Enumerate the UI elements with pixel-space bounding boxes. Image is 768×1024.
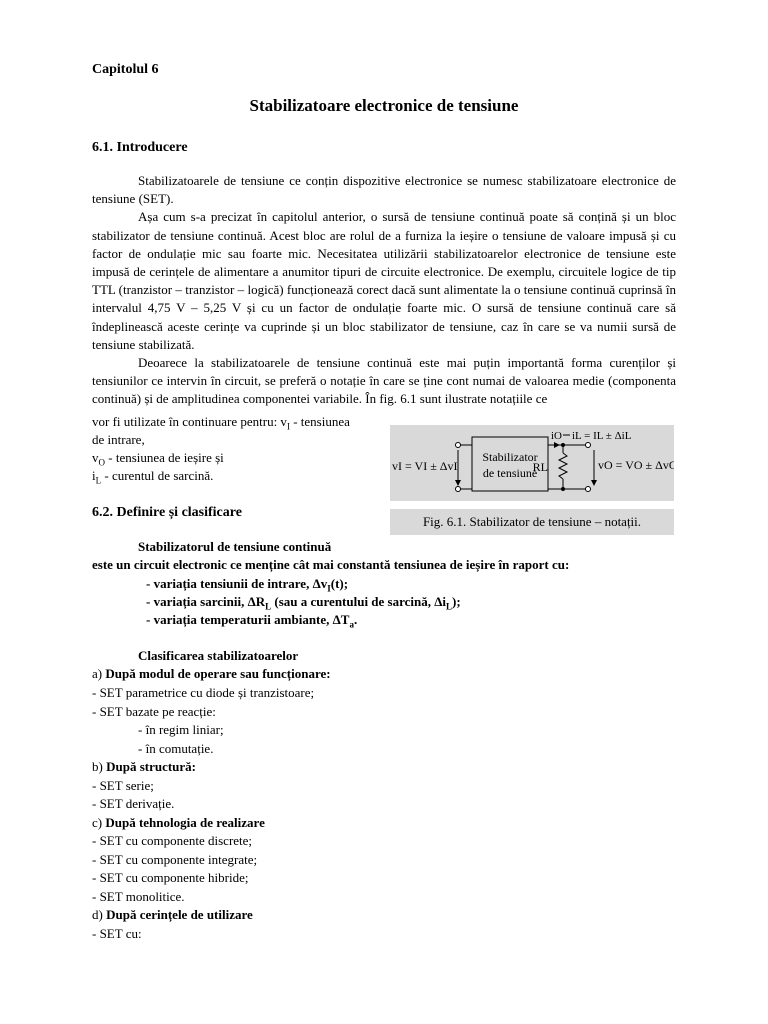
paragraph-1: Stabilizatoarele de tensiune ce conțin dispozitive electronice se numesc stabilizatoare electronice de tensiune (SET). <box>92 173 676 207</box>
input-terminal-top <box>456 443 461 448</box>
class-d-heading: d) După cerințele de utilizare <box>92 907 253 922</box>
list-item: - SET bazate pe reacție: <box>92 704 216 719</box>
output-terminal-bottom <box>586 487 591 492</box>
load-resistor-label: RL <box>532 460 548 474</box>
bullet-temperature-variation: - variația temperaturii ambiante, $\Delta T_a$. <box>146 612 358 630</box>
load-resistor <box>559 453 567 479</box>
input-voltage-label: vI = VI ± ΔvI <box>392 459 458 473</box>
output-current-label: iO <box>551 430 562 442</box>
list-item: - SET serie; <box>92 778 154 793</box>
section-heading-introducere: 6.1. Introducere <box>92 140 188 155</box>
figure-caption: Fig. 6.1. Stabilizator de tensiune – notații. <box>390 509 674 535</box>
output-current-arrow <box>554 442 560 448</box>
figure-stabilizer-diagram <box>390 425 674 501</box>
stabilizer-schematic <box>390 425 674 501</box>
notation-line-1: vor fi utilizate în continuare pentru: $v_I$ - tensiunea <box>92 414 350 432</box>
paragraph-2: Așa cum s-a precizat în capitolul anterior, o sursă de tensiune continuă poate să conțină și un bloc stabilizator de tensiune continuă. Acest bloc are rolul de a furniza la ieșire o tensiune de valoare impusă și cu factor de ondulație mic sau foarte mic. Necesitatea utilizării stabilizatoarelor electronice de tensiune este impusă de cerințele de alimentare a anumitor tipuri de circuite electronice. De exemplu, circuitele logice de tip TTL (tranzistor – tranzistor – logică) funcționează corect dacă sunt alimentate la o tensiune continuă cuprinsă în intervalul 4,75 V – 5,25 V și cu un factor de ondulație foarte mic. O sursă de tensiune continuă care să îndeplinească aceste cerințe va cuprinde și un bloc stabilizator de tensiune, caz în care se va numii sursă de tensiune stabilizată. <box>92 209 676 352</box>
list-item: - în comutație. <box>138 741 214 756</box>
definition-line-2: este un circuit electronic ce menține cât mai constantă tensiunea de ieșire în raport cu: <box>92 557 570 572</box>
chapter-label: Capitolul 6 <box>92 62 159 77</box>
section-heading-definire: 6.2. Definire și clasificare <box>92 505 242 520</box>
classification-heading: Clasificarea stabilizatoarelor <box>138 648 299 663</box>
list-item: - în regim liniar; <box>138 722 224 737</box>
block-label-line1: Stabilizator <box>482 450 538 464</box>
definition-line-1: Stabilizatorul de tensiune continuă <box>138 539 332 554</box>
bullet-input-variation: - variația tensiunii de intrare, $\Delta v_I(t)$; <box>146 576 349 594</box>
list-item: - SET monolitice. <box>92 889 185 904</box>
bullet-load-variation: - variația sarcinii, $\Delta R_L$ (sau a curentului de sarcină, $\Delta i_L$); <box>146 594 461 612</box>
output-voltage-label: vO = VO ± ΔvO <box>598 458 674 472</box>
paragraph-3: Deoarece la stabilizatoarele de tensiune continuă este mai puțin importantă forma curenților și tensiunilor ce intervin în circuit, se preferă o notație în care se ține cont numai de valoarea medie (componenta continuă) și de amplitudinea componentei variabile. În fig. 6.1 sunt ilustrate notațiile ce <box>92 355 676 407</box>
output-voltage-arrow <box>591 480 597 486</box>
input-terminal-bottom <box>456 487 461 492</box>
input-voltage-arrow <box>455 480 461 486</box>
notation-line-3: $v_O$ - tensiunea de ieșire și <box>92 450 224 468</box>
list-item: - SET derivație. <box>92 796 175 811</box>
class-a-heading: a) După modul de operare sau funcționare: <box>92 666 331 681</box>
output-terminal-top <box>586 443 591 448</box>
class-b-heading: b) După structură: <box>92 759 197 774</box>
notation-line-2: de intrare, <box>92 432 145 447</box>
notation-line-4: $i_L$ - curentul de sarcină. <box>92 468 214 486</box>
list-item: - SET parametrice cu diode și tranzistoare; <box>92 685 315 700</box>
page-title: Stabilizatoare electronice de tensiune <box>249 96 519 115</box>
load-current-label: iL = IL ± ΔiL <box>572 430 632 442</box>
class-c-heading: c) După tehnologia de realizare <box>92 815 265 830</box>
list-item: - SET cu componente integrate; <box>92 852 258 867</box>
list-item: - SET cu componente discrete; <box>92 833 253 848</box>
block-label-line2: de tensiune <box>482 466 538 480</box>
list-item: - SET cu componente hibride; <box>92 870 249 885</box>
intro-text <box>92 172 676 409</box>
list-item: - SET cu: <box>92 926 142 941</box>
